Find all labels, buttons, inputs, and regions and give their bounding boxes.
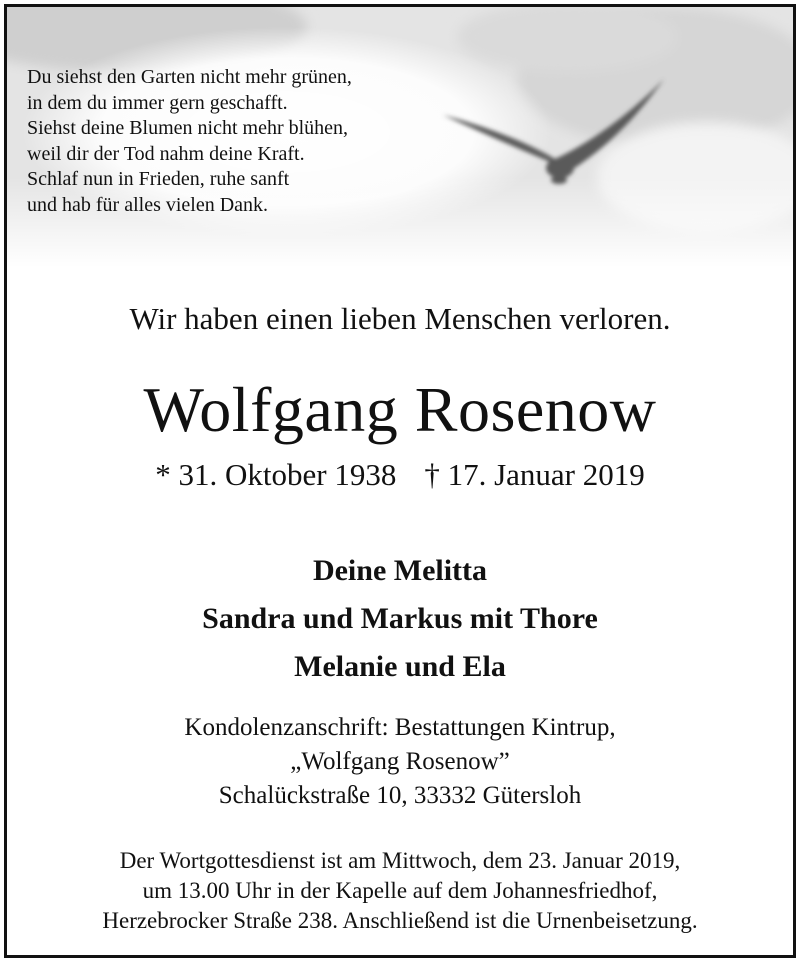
life-dates: [7, 457, 793, 493]
address-line: „Wolfgang Rosenow”: [290, 748, 510, 775]
service-line: Herzebrocker Straße 238. Anschließend ist die Urnenbeisetzung.: [102, 908, 698, 933]
mourner-line: Melanie und Ela: [294, 650, 506, 683]
memorial-poem: [27, 65, 352, 218]
poem-line: Siehst deine Blumen nicht mehr blühen,: [27, 117, 349, 139]
poem-line: Du siehst den Garten nicht mehr grünen,: [27, 66, 352, 88]
mourner-line: Deine Melitta: [312, 554, 488, 587]
death-date: † 17. Januar 2019: [424, 457, 645, 492]
service-notice: [7, 846, 793, 936]
address-line: Schalückstraße 10, 33332 Gütersloh: [218, 782, 582, 809]
poem-line: in dem du immer gern geschafft.: [27, 91, 288, 114]
birth-date: * 31. Oktober 1938: [155, 457, 397, 492]
condolence-address: [7, 711, 793, 813]
poem-line: Schlaf nun in Frieden, ruhe sanft: [27, 168, 290, 190]
obituary-notice: [4, 4, 796, 958]
poem-line: und hab für alles vielen Dank.: [27, 193, 269, 216]
address-line: Kondolenzanschrift: Bestattungen Kintrup,: [184, 714, 616, 741]
mourner-line: Sandra und Markus mit Thore: [202, 602, 598, 635]
service-line: Der Wortgottesdienst ist am Mittwoch, dem 23. Januar 2019,: [119, 848, 681, 873]
headline: Wir haben einen lieben Menschen verloren.: [129, 301, 671, 336]
deceased-name: Wolfgang Rosenow: [143, 374, 657, 445]
poem-line: weil dir der Tod nahm deine Kraft.: [27, 142, 305, 165]
mourners-list: [7, 547, 793, 691]
service-line: um 13.00 Uhr in der Kapelle auf dem Johannesfriedhof,: [142, 878, 658, 903]
